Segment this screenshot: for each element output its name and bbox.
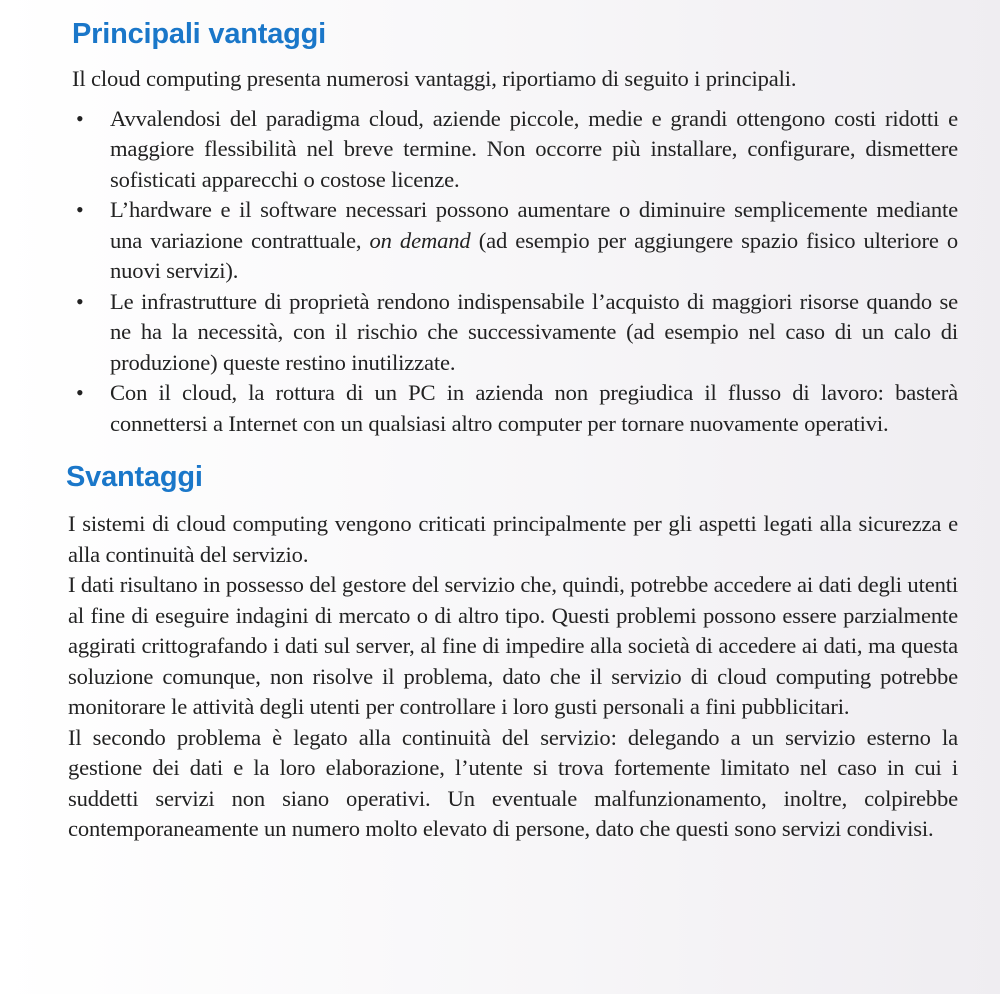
- list-item: [72, 287, 958, 379]
- list-item: [72, 104, 958, 196]
- list-item-text-end: (ad esempio per aggiungere spazio fisico ulteriore o nuovi servizi).: [110, 227, 958, 283]
- bullet-icon: •: [76, 380, 84, 405]
- list-item-text: Le infrastrutture di proprietà rendono indispensabile l’acquisto di maggiori risorse quando se ne ha la necessità, con il rischio che successivamente (ad esempio nel caso di un calo di produzione) queste restino inutilizzate.: [110, 288, 958, 375]
- list-item-text: [110, 197, 958, 283]
- body-paragraph: Il secondo problema è legato alla continuità del servizio: delegando a un servizio esterno la gestione dei dati e la loro elaborazione, l’utente si trova fortemente limitato nel caso in cui i suddetti servizi non siano operativi. Un eventuale malfunzionamento, inoltre, colpirebbe contemporaneamente un numero molto elevato di persone, dato che questi sono servizi condivisi.: [68, 724, 958, 841]
- bullet-icon: •: [76, 288, 84, 314]
- list-item-text: Avvalendosi del paradigma cloud, aziende piccole, medie e grandi ottengono costi ridotti e maggiore flessibilità nel breve termine. Non occorre più installare, configurare, dismettere sofisticati apparecchi o costose licenze.: [110, 105, 958, 192]
- intro-paragraph: Il cloud computing presenta numerosi vantaggi, riportiamo di seguito i principali.: [72, 66, 797, 91]
- section-heading-vantaggi: Principali vantaggi: [72, 18, 327, 50]
- section-heading-svantaggi: Svantaggi: [66, 461, 203, 493]
- list-item-italic-text: on demand: [369, 227, 471, 253]
- list-item: [72, 195, 958, 287]
- list-item: [72, 378, 958, 439]
- bullet-icon: •: [76, 105, 84, 131]
- list-item-text-start: L’hardware e il software necessari possono aumentare o diminuire semplicemente mediante una variazione contrattuale,: [110, 197, 958, 253]
- body-paragraph: I dati risultano in possesso del gestore del servizio che, quindi, potrebbe accedere ai dati degli utenti al fine di eseguire indagini di mercato o di altro tipo. Questi problemi possono essere parzialmente aggirati crittografando i dati sul server, al fine di impedire alla società di accedere ai dati, ma questa soluzione comunque, non risolve il problema, dato che il servizio di cloud computing potrebbe monitorare le attività degli utenti per controllare i loro gusti personali a fini pubblicitari.: [68, 572, 958, 719]
- advantages-list: [72, 104, 958, 440]
- body-paragraph: I sistemi di cloud computing vengono criticati principalmente per gli aspetti legati alla sicurezza e alla continuità del servizio.: [68, 511, 958, 567]
- list-item-text: Con il cloud, la rottura di un PC in azienda non pregiudica il flusso di lavoro: basterà connettersi a Internet con un qualsiasi altro computer per tornare nuovamente operativi.: [110, 380, 958, 436]
- bullet-icon: •: [76, 197, 84, 222]
- document-content: [66, 14, 958, 845]
